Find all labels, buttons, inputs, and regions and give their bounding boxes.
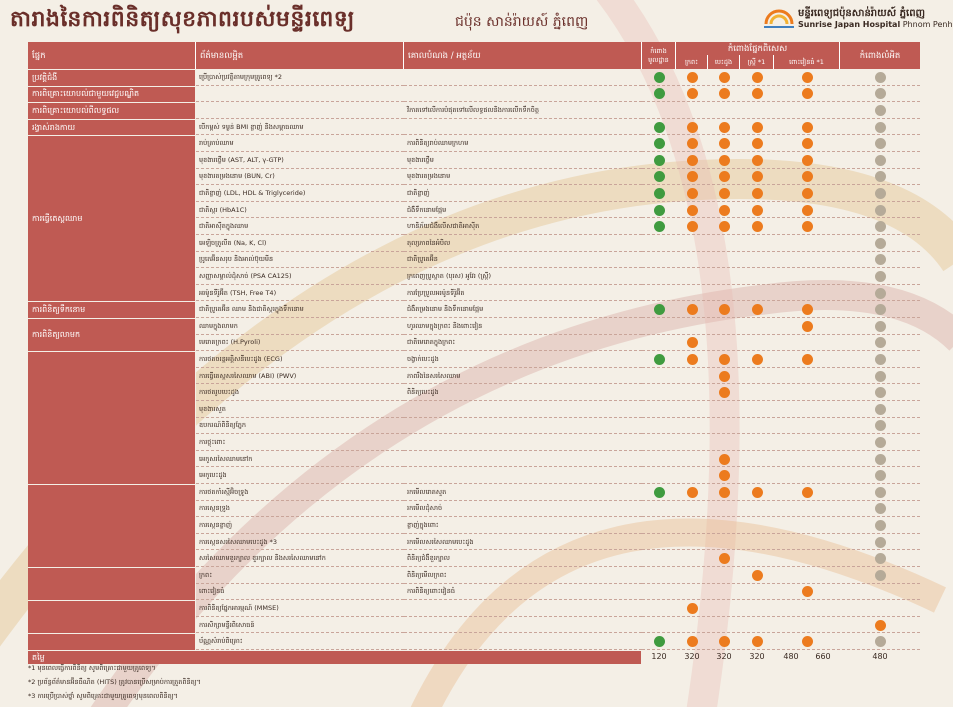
logo-english: Sunrise Japan Hospital Phnom Penh (798, 20, 953, 29)
special-mark (719, 387, 730, 398)
cat-blood: ការធ្វើតេស្តឈាម (28, 135, 196, 301)
col-header-stomach: ក្រពះ (676, 55, 708, 69)
col-header-purpose: គោលបំណង / អត្ថន័យ (404, 42, 642, 69)
cat-stool: ការពិនិត្យលាមក (28, 318, 196, 351)
special-mark (752, 487, 763, 498)
row-purpose: រកមើលដុំសាច់ (404, 501, 642, 518)
cat-history: ប្រវត្តិជំងឺ (28, 69, 196, 86)
row-item: អេឡិចត្រូលីត (Na, K, Cl) (196, 235, 404, 252)
col-header-special: កំពោងផ្នែកពិសេស (676, 42, 840, 55)
row-item: បើកម្ពស់ ទម្ងន់ BMI ខ្លាញ់ និងសម្ពាធឈាម (196, 119, 404, 136)
row-item: ការស្កេនទ្រូង (196, 501, 404, 518)
detailed-mark (875, 72, 886, 83)
special-mark (687, 603, 698, 614)
row-purpose: ការប្រែប្រួលអរម៉ូនទីរ៉ូអ៊ីត (404, 285, 642, 302)
row-divider (642, 583, 920, 584)
price-value: 480 (783, 652, 799, 661)
row-purpose: ជាតិមេរោគក្នុងក្រពះ (404, 335, 642, 352)
row-divider (642, 566, 920, 567)
row-purpose: រកមើលរោគសួត (404, 484, 642, 501)
row-divider (642, 184, 920, 185)
row-item: ការថ្លុះពោះ (196, 434, 404, 451)
price-value: 660 (815, 652, 831, 661)
row-purpose: ចង្វាក់បេះដូង (404, 351, 642, 368)
special-mark (752, 188, 763, 199)
basic-mark (654, 188, 665, 199)
row-divider (642, 267, 920, 268)
detailed-mark (875, 371, 886, 382)
row-divider (642, 134, 920, 135)
row-purpose: រកមើលសរសៃឈាមបេះដូង (404, 534, 642, 551)
row-purpose: ជាតិខ្លាញ់ (404, 185, 642, 202)
detailed-mark (875, 636, 886, 647)
footnote-2: *2 ប្រព័ន្ធព័ត៌មានអ៊ីនធឺណិត (HITS) ត្រូវបានប្រើសម្រាប់ការត្រួតពិនិត្យ។ (28, 678, 201, 686)
row-item (196, 86, 404, 103)
special-mark (802, 72, 813, 83)
detailed-mark (875, 437, 886, 448)
basic-mark (654, 354, 665, 365)
basic-mark (654, 487, 665, 498)
detailed-mark (875, 304, 886, 315)
row-divider (642, 549, 920, 550)
row-divider (642, 317, 920, 318)
special-mark (687, 138, 698, 149)
cat-endoscopy (28, 567, 196, 600)
detailed-mark (875, 420, 886, 431)
row-divider (642, 334, 920, 335)
row-purpose (404, 86, 642, 103)
special-mark (687, 155, 698, 166)
cat-other (28, 600, 196, 633)
detailed-mark (875, 221, 886, 232)
special-mark (687, 337, 698, 348)
cat-imaging (28, 484, 196, 567)
row-item: អេកូបេះដូង (196, 467, 404, 484)
detailed-mark (875, 337, 886, 348)
detailed-mark (875, 321, 886, 332)
special-mark (719, 371, 730, 382)
row-divider (642, 632, 920, 633)
row-purpose: ក្រពេញប្រូស្តាត (បុរស) អូវែរ (ស្ត្រី) (404, 268, 642, 285)
detailed-mark (875, 205, 886, 216)
cat-urine: ការពិនិត្យទឹកនោម (28, 301, 196, 318)
row-item: អេកូសរសៃឈាមនៅក (196, 451, 404, 468)
row-divider (642, 616, 920, 617)
row-divider (642, 649, 920, 650)
page-title: តារាងនៃការពិនិត្យសុខភាពរបស់មន្ទីរពេទ្យ (10, 6, 355, 32)
row-item: ក្រពះ (196, 567, 404, 584)
row-divider (642, 599, 920, 600)
col-header-heart: បេះដូង (708, 55, 740, 69)
row-purpose: មុខងារថ្លើម (404, 152, 642, 169)
special-mark (719, 188, 730, 199)
row-item: ជាតិប្រូតេអ៊ីន ឈាម និងជាតិស្ករក្នុងទឹកនោម (196, 301, 404, 318)
row-divider (642, 450, 920, 451)
row-divider (642, 284, 920, 285)
detailed-mark (875, 271, 886, 282)
row-divider (642, 85, 920, 86)
row-purpose: ជំងឺទឹកនោមផ្អែម (404, 202, 642, 219)
detailed-mark (875, 238, 886, 249)
row-divider (642, 201, 920, 202)
basic-mark (654, 72, 665, 83)
special-mark (802, 122, 813, 133)
basic-mark (654, 88, 665, 99)
special-mark (802, 354, 813, 365)
row-purpose: ហានិភ័យជំងឺលើសជាតិអាស៊ីត (404, 218, 642, 235)
special-mark (687, 88, 698, 99)
detailed-mark (875, 470, 886, 481)
col-header-women: ស្ត្រី *1 (740, 55, 774, 69)
row-purpose (404, 418, 642, 435)
row-purpose: តុល្យភាពនៃអំបិល (404, 235, 642, 252)
special-mark (719, 454, 730, 465)
col-header-section: ផ្នែក (28, 42, 196, 69)
price-value: 480 (872, 652, 888, 661)
special-mark (687, 487, 698, 498)
row-divider (642, 118, 920, 119)
detailed-mark (875, 138, 886, 149)
special-mark (687, 304, 698, 315)
row-divider (642, 217, 920, 218)
row-item: អរម៉ូនទីរ៉ូអ៊ីត (TSH, Free T4) (196, 285, 404, 302)
footnote-1: *1 មុនពេលធ្វើការពិនិត្យ សូមពិគ្រោះជាមួយគ្រូពេទ្យ។ (28, 664, 156, 672)
basic-mark (654, 171, 665, 182)
row-purpose (404, 451, 642, 468)
row-divider (642, 251, 920, 252)
basic-mark (654, 304, 665, 315)
special-mark (687, 171, 698, 182)
row-divider (642, 151, 920, 152)
row-purpose: ជំងឺតម្រងនោម និងទឹកនោមផ្អែម (404, 301, 642, 318)
price-value: 120 (651, 652, 667, 661)
row-purpose: ការពិនិត្យរាប់ឈាមក្រហម (404, 135, 642, 152)
row-item: ឧបករណ៍ពិនិត្យភ្នែក (196, 418, 404, 435)
special-mark (802, 88, 813, 99)
detailed-mark (875, 188, 886, 199)
row-purpose: ខ្លាញ់ក្នុងពោះ (404, 517, 642, 534)
checkup-table (28, 42, 920, 660)
row-item: សរសៃឈាមខួរក្បាល ខួរក្បាល និងសរសៃឈាមនៅក (196, 550, 404, 567)
basic-mark (654, 636, 665, 647)
row-item: សញ្ញាសម្គាល់ដុំសាច់ (PSA CA125) (196, 268, 404, 285)
detailed-mark (875, 570, 886, 581)
special-mark (687, 72, 698, 83)
row-purpose: ការពិនិត្យពោះវៀនធំ (404, 584, 642, 601)
row-divider (642, 400, 920, 401)
special-mark (802, 586, 813, 597)
special-mark (752, 570, 763, 581)
row-divider (642, 383, 920, 384)
basic-mark (654, 155, 665, 166)
row-item: ជាតិអាស៊ីតក្នុងឈាម (196, 218, 404, 235)
special-mark (719, 171, 730, 182)
row-item: ការសិក្សាមន្ទីរពិសោធន៍ (196, 617, 404, 634)
row-purpose (404, 633, 642, 650)
cat-result: ការពិគ្រោះយោបល់ពីលទ្ធផល (28, 102, 196, 119)
row-item: ការស្កេនខ្លាញ់ (196, 517, 404, 534)
row-item: ការថតរូបបេះដូង (196, 384, 404, 401)
row-purpose (404, 467, 642, 484)
row-item: មុខងារសួត (196, 401, 404, 418)
hospital-logo (764, 4, 953, 38)
price-value: 320 (684, 652, 700, 661)
row-item: ជាតិខ្លាញ់ (LDL, HDL & Triglyceride) (196, 185, 404, 202)
detailed-mark (875, 105, 886, 116)
row-item: មេរោគក្រពះ (H.Pyroli) (196, 335, 404, 352)
cat-body: រង្វាស់រាងកាយ (28, 119, 196, 136)
basic-mark (654, 221, 665, 232)
special-mark (752, 155, 763, 166)
special-mark (802, 221, 813, 232)
row-divider (642, 433, 920, 434)
row-item: មុខងារថ្លើម (AST, ALT, γ-GTP) (196, 152, 404, 169)
detailed-mark (875, 537, 886, 548)
header (0, 0, 953, 40)
row-purpose (404, 617, 642, 634)
special-mark (687, 205, 698, 216)
detailed-mark (875, 88, 886, 99)
row-item: ប្រើប្រាស់ប្រវត្តិតាមក្រុមគ្រូពេទ្យ *2 (196, 69, 404, 86)
special-mark (719, 122, 730, 133)
price-value: 320 (716, 652, 732, 661)
special-mark (687, 188, 698, 199)
col-header-detailed: កំពោងលំអិត (840, 42, 920, 69)
row-divider (642, 168, 920, 169)
detailed-mark (875, 171, 886, 182)
row-item: ពោះវៀនធំ (196, 584, 404, 601)
row-divider (642, 300, 920, 301)
special-mark (752, 72, 763, 83)
row-item: ការស្កេនសរសៃឈាមបេះដូង *3 (196, 534, 404, 551)
detailed-mark (875, 454, 886, 465)
col-header-colon: ពោះវៀនធំ *1 (774, 55, 840, 69)
cat-consult: ការពិគ្រោះយោបល់ជាមួយវេជ្ជបណ្ឌិត (28, 86, 196, 103)
detailed-mark (875, 122, 886, 133)
basic-mark (654, 205, 665, 216)
special-mark (719, 487, 730, 498)
row-purpose: ពិនិត្យជំងឺខួរក្បាល (404, 550, 642, 567)
row-item: ការធ្វើតេស្តសរសៃឈាម (ABI) (PWV) (196, 368, 404, 385)
row-item: មុខងារតម្រងនោម (BUN, Cr) (196, 169, 404, 186)
special-mark (719, 636, 730, 647)
special-mark (802, 321, 813, 332)
col-header-basic: កំពោង មូលដ្ឋាន (642, 42, 676, 69)
special-mark (719, 553, 730, 564)
special-mark (687, 354, 698, 365)
special-mark (802, 205, 813, 216)
detailed-mark (875, 387, 886, 398)
special-mark (802, 304, 813, 315)
special-mark (752, 88, 763, 99)
special-mark (752, 138, 763, 149)
special-mark (719, 72, 730, 83)
sunrise-logo-icon (764, 6, 794, 30)
special-mark (687, 122, 698, 133)
detailed-mark (875, 354, 886, 365)
row-item: រាប់គ្រាប់ឈាម (196, 135, 404, 152)
special-mark (802, 188, 813, 199)
row-divider (642, 101, 920, 102)
detailed-mark (875, 254, 886, 265)
row-item: ប្រូតេអ៊ីនសរុប និងអាល់ប៊ុយមីន (196, 252, 404, 269)
special-mark (719, 304, 730, 315)
special-mark (802, 487, 813, 498)
special-mark (802, 155, 813, 166)
row-purpose (404, 401, 642, 418)
row-item: ជាតិស្ករ (HbA1C) (196, 202, 404, 219)
row-purpose (404, 119, 642, 136)
page-subtitle: ជប៉ុន សាន់រ៉ាយស៍ ភ្នំពេញ (455, 14, 589, 30)
row-purpose (404, 69, 642, 86)
row-purpose: មុខងារតម្រងនោម (404, 169, 642, 186)
special-mark (752, 636, 763, 647)
price-label: តម្លៃ (28, 650, 642, 664)
row-divider (642, 483, 920, 484)
special-mark (802, 138, 813, 149)
row-purpose (404, 434, 642, 451)
footnote-3: *3 ការប្រើប្រាស់ថ្នាំ សូមពិគ្រោះជាមួយគ្រូពេទ្យមុនពេលពិនិត្យ។ (28, 692, 178, 700)
row-divider (642, 417, 920, 418)
logo-khmer: មន្ទីរពេទ្យជប៉ុនសាន់រ៉ាយស៍ ភ្នំពេញ (798, 8, 926, 19)
row-item: ឈាមក្នុងលាមក (196, 318, 404, 335)
row-purpose: ភាពរឹងនៃសរសៃឈាម (404, 368, 642, 385)
special-mark (719, 205, 730, 216)
basic-mark (654, 138, 665, 149)
row-divider (642, 500, 920, 501)
special-mark (802, 636, 813, 647)
row-purpose: ហូរឈាមក្នុងក្រពះ និងពោះវៀន (404, 318, 642, 335)
detailed-mark (875, 487, 886, 498)
special-mark (719, 470, 730, 481)
detailed-mark (875, 404, 886, 415)
col-header-item: ព័ត៌មានលម្អិត (196, 42, 404, 69)
detailed-mark (875, 553, 886, 564)
row-divider (642, 466, 920, 467)
row-purpose: ពិនិត្យមើលក្រពះ (404, 567, 642, 584)
special-mark (687, 636, 698, 647)
row-purpose: ជាតិប្រូតេអ៊ីន (404, 252, 642, 269)
special-mark (719, 221, 730, 232)
row-purpose (404, 600, 642, 617)
special-mark (687, 221, 698, 232)
row-divider (642, 516, 920, 517)
special-mark (752, 205, 763, 216)
special-mark (875, 620, 886, 631)
row-item: ការពិនិត្យផ្នែកអារម្មណ៍ (MMSE) (196, 600, 404, 617)
special-mark (752, 122, 763, 133)
row-item: ប័ណ្ណសំរាប់ពិគ្រោះ (196, 633, 404, 650)
special-mark (719, 155, 730, 166)
row-divider (642, 350, 920, 351)
special-mark (752, 354, 763, 365)
special-mark (752, 221, 763, 232)
row-divider (642, 367, 920, 368)
special-mark (802, 171, 813, 182)
row-item (196, 102, 404, 119)
row-purpose: វិភាគទៅលើការបំផុតទៅលើលទ្ធផលនិងការលើកទឹកចិត្ត (404, 102, 642, 119)
cat-physio (28, 351, 196, 484)
detailed-mark (875, 288, 886, 299)
row-item: ការថតកាំរស្មីអ៊ិចទ្រូង (196, 484, 404, 501)
special-mark (752, 304, 763, 315)
price-value: 320 (749, 652, 765, 661)
special-mark (719, 88, 730, 99)
detailed-mark (875, 520, 886, 531)
special-mark (719, 354, 730, 365)
row-divider (642, 234, 920, 235)
basic-mark (654, 122, 665, 133)
special-mark (752, 171, 763, 182)
row-item: ការថតចរន្តអគ្គិសនីបេះដូង (ECG) (196, 351, 404, 368)
row-divider (642, 533, 920, 534)
special-mark (719, 138, 730, 149)
detailed-mark (875, 155, 886, 166)
cat-card (28, 633, 196, 650)
detailed-mark (875, 503, 886, 514)
row-purpose: ពិនិត្យបេះដូង (404, 384, 642, 401)
